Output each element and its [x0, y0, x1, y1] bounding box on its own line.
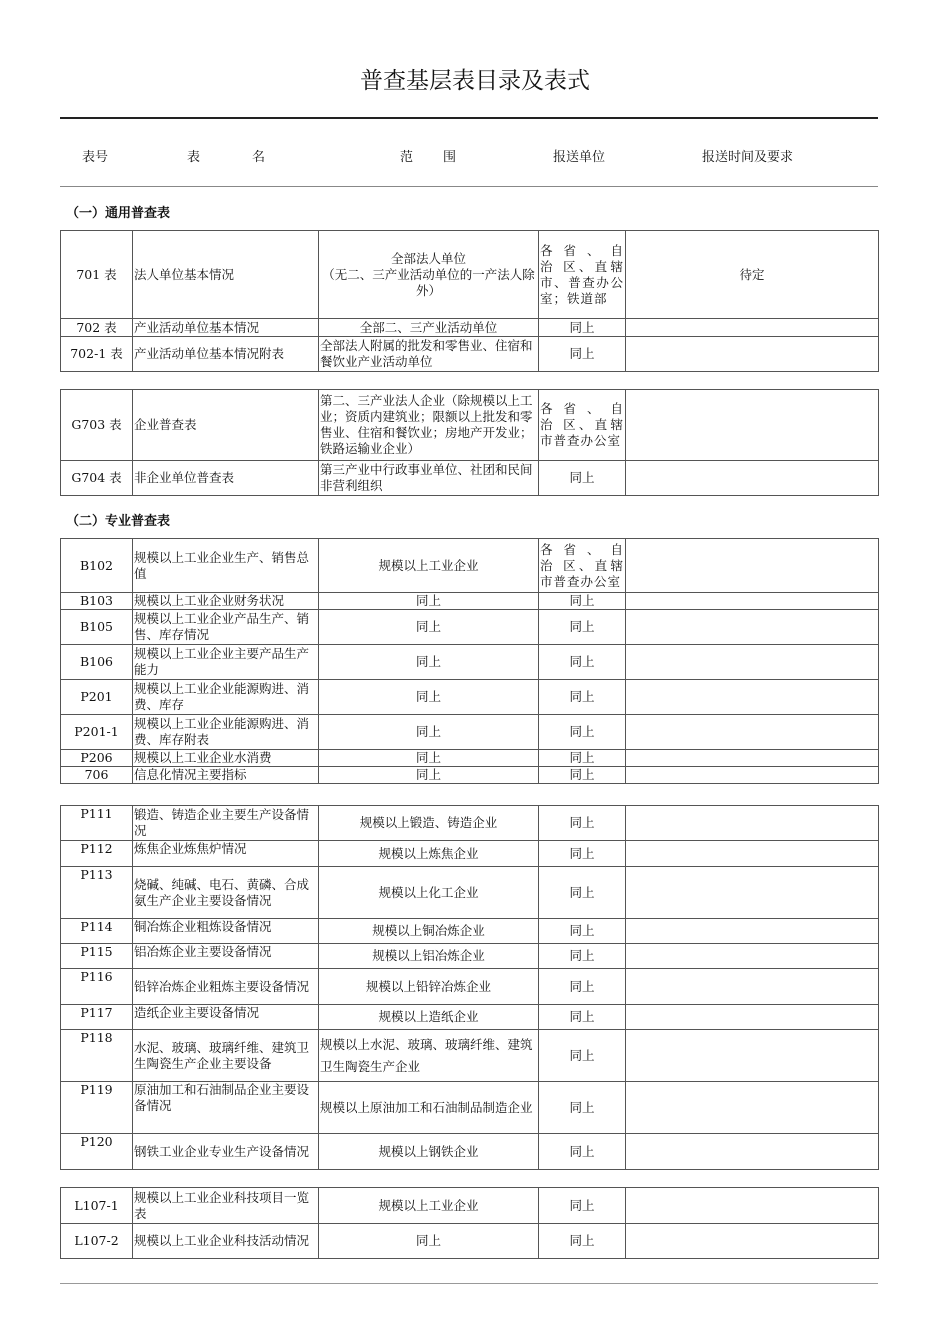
table-group-special-3: [60, 1187, 879, 1259]
row-time: [626, 715, 879, 750]
table-row: [61, 969, 879, 1005]
row-scope: 同上: [319, 610, 539, 645]
row-time: [626, 461, 879, 496]
row-no: G704 表: [61, 461, 133, 496]
row-no: 706: [61, 767, 133, 784]
table-group-general-2: [60, 389, 879, 496]
row-time: [626, 1224, 879, 1259]
row-scope: 规模以上钢铁企业: [319, 1134, 539, 1170]
row-unit: 同上: [539, 841, 626, 867]
row-time: [626, 1134, 879, 1170]
row-scope: 第三产业中行政事业单位、社团和民间非营利组织: [319, 461, 539, 496]
table-row: [61, 337, 879, 372]
row-unit: 同上: [539, 337, 626, 372]
row-time: [626, 841, 879, 867]
row-scope: 规模以上铝冶炼企业: [319, 944, 539, 969]
row-unit: 同上: [539, 806, 626, 841]
header-scope-1: 范: [400, 150, 414, 165]
table-group-special-1: [60, 538, 879, 784]
row-no: L107-1: [61, 1188, 133, 1224]
row-name: 铜冶炼企业粗炼设备情况: [133, 919, 319, 944]
section-general-heading: （一）通用普查表: [66, 206, 171, 221]
row-unit: 同上: [539, 680, 626, 715]
header-name-2: 名: [252, 150, 266, 165]
row-name: 铝冶炼企业主要设备情况: [133, 944, 319, 969]
row-time: [626, 919, 879, 944]
row-name: 规模以上工业企业生产、销售总值: [133, 539, 319, 593]
table-group-special-2: [60, 805, 879, 1170]
row-name: 规模以上工业企业主要产品生产能力: [133, 645, 319, 680]
table-row: [61, 539, 879, 593]
row-no: P115: [61, 944, 133, 969]
row-unit: 同上: [539, 1030, 626, 1082]
row-scope: 同上: [319, 715, 539, 750]
row-name: 非企业单位普查表: [133, 461, 319, 496]
row-time: [626, 390, 879, 461]
row-name: 水泥、玻璃、玻璃纤维、建筑卫生陶瓷生产企业主要设备: [133, 1030, 319, 1082]
row-scope: 规模以上铜冶炼企业: [319, 919, 539, 944]
row-unit: 同上: [539, 919, 626, 944]
row-no: 702-1 表: [61, 337, 133, 372]
row-scope: 规模以上炼焦企业: [319, 841, 539, 867]
row-scope: 规模以上铅锌冶炼企业: [319, 969, 539, 1005]
header-time: 报送时间及要求: [702, 150, 794, 165]
row-name: 规模以上工业企业水消费: [133, 750, 319, 767]
table-row: [61, 645, 879, 680]
row-unit: 各 省 、 自 治 区、直辖市普查办公室: [539, 390, 626, 461]
row-no: L107-2: [61, 1224, 133, 1259]
row-no: P118: [61, 1030, 133, 1082]
table-row: [61, 750, 879, 767]
row-time: [626, 867, 879, 919]
table-row: [61, 610, 879, 645]
table-group-general-1: [60, 230, 879, 372]
row-scope: 规模以上原油加工和石油制品制造企业: [319, 1082, 539, 1134]
row-no: P116: [61, 969, 133, 1005]
row-name: 锻造、铸造企业主要生产设备情况: [133, 806, 319, 841]
table-row: [61, 461, 879, 496]
table-row: [61, 867, 879, 919]
bottom-rule: [60, 1283, 878, 1284]
row-name: 规模以上工业企业科技活动情况: [133, 1224, 319, 1259]
row-no: P201-1: [61, 715, 133, 750]
row-time: [626, 539, 879, 593]
row-unit: 同上: [539, 1224, 626, 1259]
row-time: [626, 767, 879, 784]
row-time: [626, 1082, 879, 1134]
table-row: [61, 1030, 879, 1082]
row-no: P119: [61, 1082, 133, 1134]
row-unit: 同上: [539, 319, 626, 337]
row-scope: 同上: [319, 593, 539, 610]
row-time: [626, 610, 879, 645]
top-rule: [60, 117, 878, 119]
table-row: [61, 767, 879, 784]
row-no: B103: [61, 593, 133, 610]
row-name: 规模以上工业企业科技项目一览表: [133, 1188, 319, 1224]
header-no: 表号: [82, 150, 109, 165]
table-row: [61, 1005, 879, 1030]
row-unit: 同上: [539, 593, 626, 610]
row-time: [626, 1030, 879, 1082]
row-unit: 同上: [539, 944, 626, 969]
row-time: [626, 645, 879, 680]
table-row: [61, 919, 879, 944]
row-time: [626, 750, 879, 767]
row-no: P117: [61, 1005, 133, 1030]
row-scope: 全部法人单位 （无二、三产业活动单位的一产法人除外）: [319, 231, 539, 319]
row-no: G703 表: [61, 390, 133, 461]
row-name: 原油加工和石油制品企业主要设备情况: [133, 1082, 319, 1134]
row-name: 企业普查表: [133, 390, 319, 461]
row-unit: 同上: [539, 1134, 626, 1170]
row-unit: 同上: [539, 767, 626, 784]
row-unit: 同上: [539, 645, 626, 680]
row-scope: 全部二、三产业活动单位: [319, 319, 539, 337]
row-name: 规模以上工业企业能源购进、消费、库存附表: [133, 715, 319, 750]
page-title: 普查基层表目录及表式: [360, 68, 590, 94]
row-name: 造纸企业主要设备情况: [133, 1005, 319, 1030]
row-name: 规模以上工业企业能源购进、消费、库存: [133, 680, 319, 715]
row-scope: 全部法人附属的批发和零售业、住宿和餐饮业产业活动单位: [319, 337, 539, 372]
row-no: P113: [61, 867, 133, 919]
row-unit: 同上: [539, 1005, 626, 1030]
row-time: [626, 593, 879, 610]
row-time: [626, 1188, 879, 1224]
row-scope: 规模以上工业企业: [319, 1188, 539, 1224]
row-time: [626, 1005, 879, 1030]
row-no: 702 表: [61, 319, 133, 337]
row-name: 炼焦企业炼焦炉情况: [133, 841, 319, 867]
table-row: [61, 1188, 879, 1224]
row-no: B102: [61, 539, 133, 593]
row-scope: 规模以上水泥、玻璃、玻璃纤维、建筑卫生陶瓷生产企业: [319, 1030, 539, 1082]
row-scope: 第二、三产业法人企业（除规模以上工业；资质内建筑业；限额以上批发和零售业、住宿和餐饮业；房地产开发业；铁路运输业企业）: [319, 390, 539, 461]
row-time: [626, 969, 879, 1005]
row-no: P120: [61, 1134, 133, 1170]
section-special-heading: （二）专业普查表: [66, 514, 171, 529]
row-unit: 同上: [539, 1188, 626, 1224]
row-time: [626, 944, 879, 969]
row-name: 规模以上工业企业财务状况: [133, 593, 319, 610]
row-unit: 各 省 、 自 治 区、直辖市、普查办公室；铁道部: [539, 231, 626, 319]
row-scope: 同上: [319, 750, 539, 767]
row-scope: 同上: [319, 680, 539, 715]
row-unit: 同上: [539, 1082, 626, 1134]
row-name: 产业活动单位基本情况附表: [133, 337, 319, 372]
table-row: [61, 944, 879, 969]
row-time: [626, 337, 879, 372]
row-name: 烧碱、纯碱、电石、黄磷、合成氨生产企业主要设备情况: [133, 867, 319, 919]
table-row: [61, 806, 879, 841]
row-unit: 同上: [539, 867, 626, 919]
row-scope: 同上: [319, 645, 539, 680]
table-row: [61, 1134, 879, 1170]
table-row: [61, 841, 879, 867]
row-no: B106: [61, 645, 133, 680]
row-no: P112: [61, 841, 133, 867]
header-rule: [60, 186, 878, 187]
header-scope-2: 围: [443, 150, 457, 165]
table-row: [61, 390, 879, 461]
row-scope: 规模以上造纸企业: [319, 1005, 539, 1030]
row-name: 法人单位基本情况: [133, 231, 319, 319]
row-no: 701 表: [61, 231, 133, 319]
row-no: P111: [61, 806, 133, 841]
header-name-1: 表: [187, 150, 201, 165]
row-name: 规模以上工业企业产品生产、销售、库存情况: [133, 610, 319, 645]
row-unit: 同上: [539, 610, 626, 645]
row-name: 产业活动单位基本情况: [133, 319, 319, 337]
header-unit: 报送单位: [553, 150, 606, 165]
row-name: 信息化情况主要指标: [133, 767, 319, 784]
table-row: [61, 715, 879, 750]
row-time: [626, 680, 879, 715]
row-time: [626, 319, 879, 337]
row-name: 铅锌冶炼企业粗炼主要设备情况: [133, 969, 319, 1005]
row-unit: 同上: [539, 750, 626, 767]
table-row: [61, 680, 879, 715]
row-unit: 同上: [539, 969, 626, 1005]
row-no: B105: [61, 610, 133, 645]
row-unit: 同上: [539, 461, 626, 496]
row-scope: 规模以上化工企业: [319, 867, 539, 919]
table-row: [61, 593, 879, 610]
row-no: P206: [61, 750, 133, 767]
row-unit: 各 省 、 自 治 区、直辖市普查办公室: [539, 539, 626, 593]
row-no: P114: [61, 919, 133, 944]
table-row: [61, 231, 879, 319]
row-time: [626, 806, 879, 841]
row-scope: 同上: [319, 767, 539, 784]
row-time: 待定: [626, 231, 879, 319]
table-row: [61, 319, 879, 337]
row-unit: 同上: [539, 715, 626, 750]
row-scope: 规模以上工业企业: [319, 539, 539, 593]
row-scope: 同上: [319, 1224, 539, 1259]
table-row: [61, 1082, 879, 1134]
row-scope: 规模以上锻造、铸造企业: [319, 806, 539, 841]
row-name: 钢铁工业企业专业生产设备情况: [133, 1134, 319, 1170]
row-no: P201: [61, 680, 133, 715]
table-row: [61, 1224, 879, 1259]
